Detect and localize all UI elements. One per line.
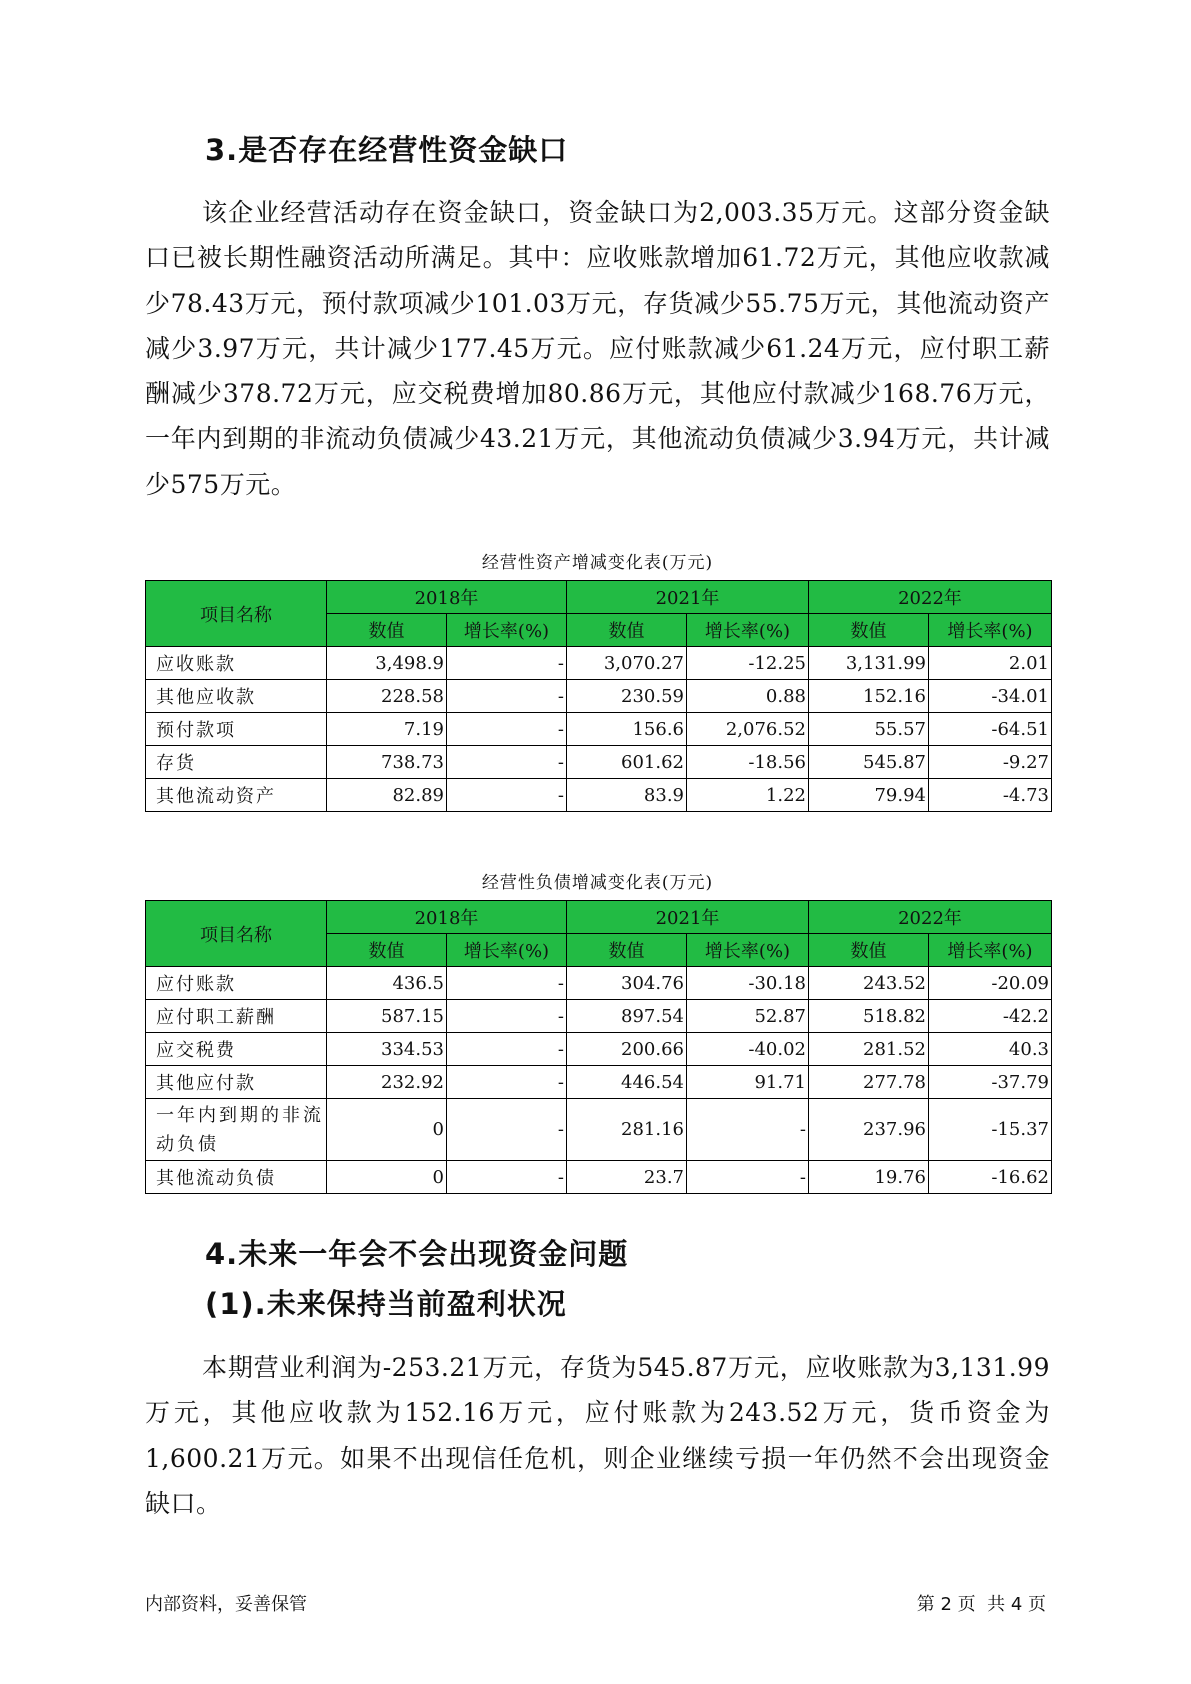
rate-2018: - xyxy=(447,1099,567,1161)
header-item-name: 项目名称 xyxy=(146,581,327,647)
rate-2021: -12.25 xyxy=(687,647,809,680)
header-value: 数值 xyxy=(327,614,447,647)
header-rate: 增长率(%) xyxy=(929,614,1052,647)
rate-2018: - xyxy=(447,1066,567,1099)
row-label: 存货 xyxy=(146,746,327,779)
assets-table-caption: 经营性资产增减变化表(万元) xyxy=(481,553,714,573)
value-2021: 304.76 xyxy=(567,967,687,1000)
rate-2022: -15.37 xyxy=(929,1099,1052,1161)
table-row xyxy=(146,746,1052,779)
header-rate: 增长率(%) xyxy=(687,934,809,967)
value-2022: 3,131.99 xyxy=(809,647,929,680)
table-row xyxy=(146,1161,1052,1194)
header-value: 数值 xyxy=(567,934,687,967)
row-label: 应交税费 xyxy=(146,1033,327,1066)
rate-2021: 52.87 xyxy=(687,1000,809,1033)
section-4-heading: 4.未来一年会不会出现资金问题 xyxy=(205,1237,629,1271)
row-label: 应付职工薪酬 xyxy=(146,1000,327,1033)
header-rate: 增长率(%) xyxy=(447,934,567,967)
header-year-2018: 2018年 xyxy=(327,581,567,614)
value-2018: 3,498.9 xyxy=(327,647,447,680)
value-2022: 237.96 xyxy=(809,1099,929,1161)
table-row xyxy=(146,1099,1052,1161)
header-rate: 增长率(%) xyxy=(929,934,1052,967)
value-2018: 587.15 xyxy=(327,1000,447,1033)
value-2021: 3,070.27 xyxy=(567,647,687,680)
header-year-2022: 2022年 xyxy=(809,901,1052,934)
header-value: 数值 xyxy=(809,614,929,647)
value-2021: 156.6 xyxy=(567,713,687,746)
value-2018: 738.73 xyxy=(327,746,447,779)
rate-2021: - xyxy=(687,1099,809,1161)
value-2022: 19.76 xyxy=(809,1161,929,1194)
rate-2018: - xyxy=(447,713,567,746)
row-label: 应付账款 xyxy=(146,967,327,1000)
row-label: 预付款项 xyxy=(146,713,327,746)
rate-2021: -18.56 xyxy=(687,746,809,779)
value-2018: 232.92 xyxy=(327,1066,447,1099)
rate-2018: - xyxy=(447,779,567,812)
footer-confidential-note: 内部资料，妥善保管 xyxy=(145,1594,307,1615)
value-2022: 79.94 xyxy=(809,779,929,812)
value-2022: 281.52 xyxy=(809,1033,929,1066)
rate-2022: 40.3 xyxy=(929,1033,1052,1066)
row-label: 其他流动资产 xyxy=(146,779,327,812)
rate-2021: 0.88 xyxy=(687,680,809,713)
table-row xyxy=(146,1033,1052,1066)
table-row xyxy=(146,647,1052,680)
rate-2022: -64.51 xyxy=(929,713,1052,746)
rate-2018: - xyxy=(447,746,567,779)
value-2022: 277.78 xyxy=(809,1066,929,1099)
value-2018: 82.89 xyxy=(327,779,447,812)
header-year-2018: 2018年 xyxy=(327,901,567,934)
assets-change-table xyxy=(145,580,1052,812)
value-2022: 152.16 xyxy=(809,680,929,713)
rate-2021: - xyxy=(687,1161,809,1194)
rate-2018: - xyxy=(447,1000,567,1033)
value-2021: 83.9 xyxy=(567,779,687,812)
section-3-heading: 3.是否存在经营性资金缺口 xyxy=(205,133,569,167)
value-2021: 281.16 xyxy=(567,1099,687,1161)
value-2021: 23.7 xyxy=(567,1161,687,1194)
rate-2022: -20.09 xyxy=(929,967,1052,1000)
value-2018: 0 xyxy=(327,1161,447,1194)
header-rate: 增长率(%) xyxy=(447,614,567,647)
rate-2022: -34.01 xyxy=(929,680,1052,713)
value-2018: 0 xyxy=(327,1099,447,1161)
header-value: 数值 xyxy=(809,934,929,967)
table-row xyxy=(146,779,1052,812)
value-2021: 446.54 xyxy=(567,1066,687,1099)
section-4-subheading: (1).未来保持当前盈利状况 xyxy=(205,1287,567,1321)
rate-2021: -40.02 xyxy=(687,1033,809,1066)
value-2021: 230.59 xyxy=(567,680,687,713)
value-2022: 518.82 xyxy=(809,1000,929,1033)
liabilities-table-caption: 经营性负债增减变化表(万元) xyxy=(481,873,714,893)
header-year-2022: 2022年 xyxy=(809,581,1052,614)
row-label: 其他流动负债 xyxy=(146,1161,327,1194)
row-label: 其他应付款 xyxy=(146,1066,327,1099)
value-2022: 545.87 xyxy=(809,746,929,779)
value-2021: 897.54 xyxy=(567,1000,687,1033)
rate-2018: - xyxy=(447,1161,567,1194)
header-item-name: 项目名称 xyxy=(146,901,327,967)
header-year-2021: 2021年 xyxy=(567,581,809,614)
rate-2022: -37.79 xyxy=(929,1066,1052,1099)
table-row xyxy=(146,1066,1052,1099)
rate-2021: 2,076.52 xyxy=(687,713,809,746)
value-2018: 228.58 xyxy=(327,680,447,713)
footer-page-number: 第 2 页 共 4 页 xyxy=(916,1594,1046,1615)
rate-2018: - xyxy=(447,647,567,680)
rate-2021: -30.18 xyxy=(687,967,809,1000)
rate-2022: -16.62 xyxy=(929,1161,1052,1194)
rate-2022: -4.73 xyxy=(929,779,1052,812)
value-2018: 436.5 xyxy=(327,967,447,1000)
value-2022: 243.52 xyxy=(809,967,929,1000)
rate-2018: - xyxy=(447,1033,567,1066)
value-2022: 55.57 xyxy=(809,713,929,746)
header-value: 数值 xyxy=(567,614,687,647)
header-year-2021: 2021年 xyxy=(567,901,809,934)
rate-2022: 2.01 xyxy=(929,647,1052,680)
table-row xyxy=(146,967,1052,1000)
section-4-paragraph: 本期营业利润为-253.21万元，存货为545.87万元，应收账款为3,131.99万元，其他应收款为152.16万元，应付账款为243.52万元，货币资金为1,600.21万元。如果不出现信任危机，则企业继续亏损一年仍然不会出现资金缺口。 xyxy=(145,1353,1050,1518)
rate-2021: 1.22 xyxy=(687,779,809,812)
table-row xyxy=(146,680,1052,713)
row-label: 应收账款 xyxy=(146,647,327,680)
rate-2021: 91.71 xyxy=(687,1066,809,1099)
row-label: 其他应收款 xyxy=(146,680,327,713)
value-2018: 7.19 xyxy=(327,713,447,746)
rate-2018: - xyxy=(447,680,567,713)
row-label: 一年内到期的非流动负债 xyxy=(146,1099,327,1161)
value-2018: 334.53 xyxy=(327,1033,447,1066)
table-row xyxy=(146,713,1052,746)
rate-2022: -9.27 xyxy=(929,746,1052,779)
rate-2018: - xyxy=(447,967,567,1000)
section-3-paragraph: 该企业经营活动存在资金缺口，资金缺口为2,003.35万元。这部分资金缺口已被长期性融资活动所满足。其中：应收账款增加61.72万元，其他应收款减少78.43万元，预付款项减少101.03万元，存货减少55.75万元，其他流动资产减少3.97万元，共计减少177.45万元。应付账款减少61.24万元，应付职工薪酬减少378.72万元，应交税费增加80.86万元，其他应付款减少168.76万元，一年内到期的非流动负债减少43.21万元，其他流动负债减少3.94万元，共计减少575万元。 xyxy=(145,198,1050,499)
value-2021: 601.62 xyxy=(567,746,687,779)
header-value: 数值 xyxy=(327,934,447,967)
value-2021: 200.66 xyxy=(567,1033,687,1066)
table-row xyxy=(146,1000,1052,1033)
liabilities-change-table xyxy=(145,900,1052,1194)
header-rate: 增长率(%) xyxy=(687,614,809,647)
rate-2022: -42.2 xyxy=(929,1000,1052,1033)
